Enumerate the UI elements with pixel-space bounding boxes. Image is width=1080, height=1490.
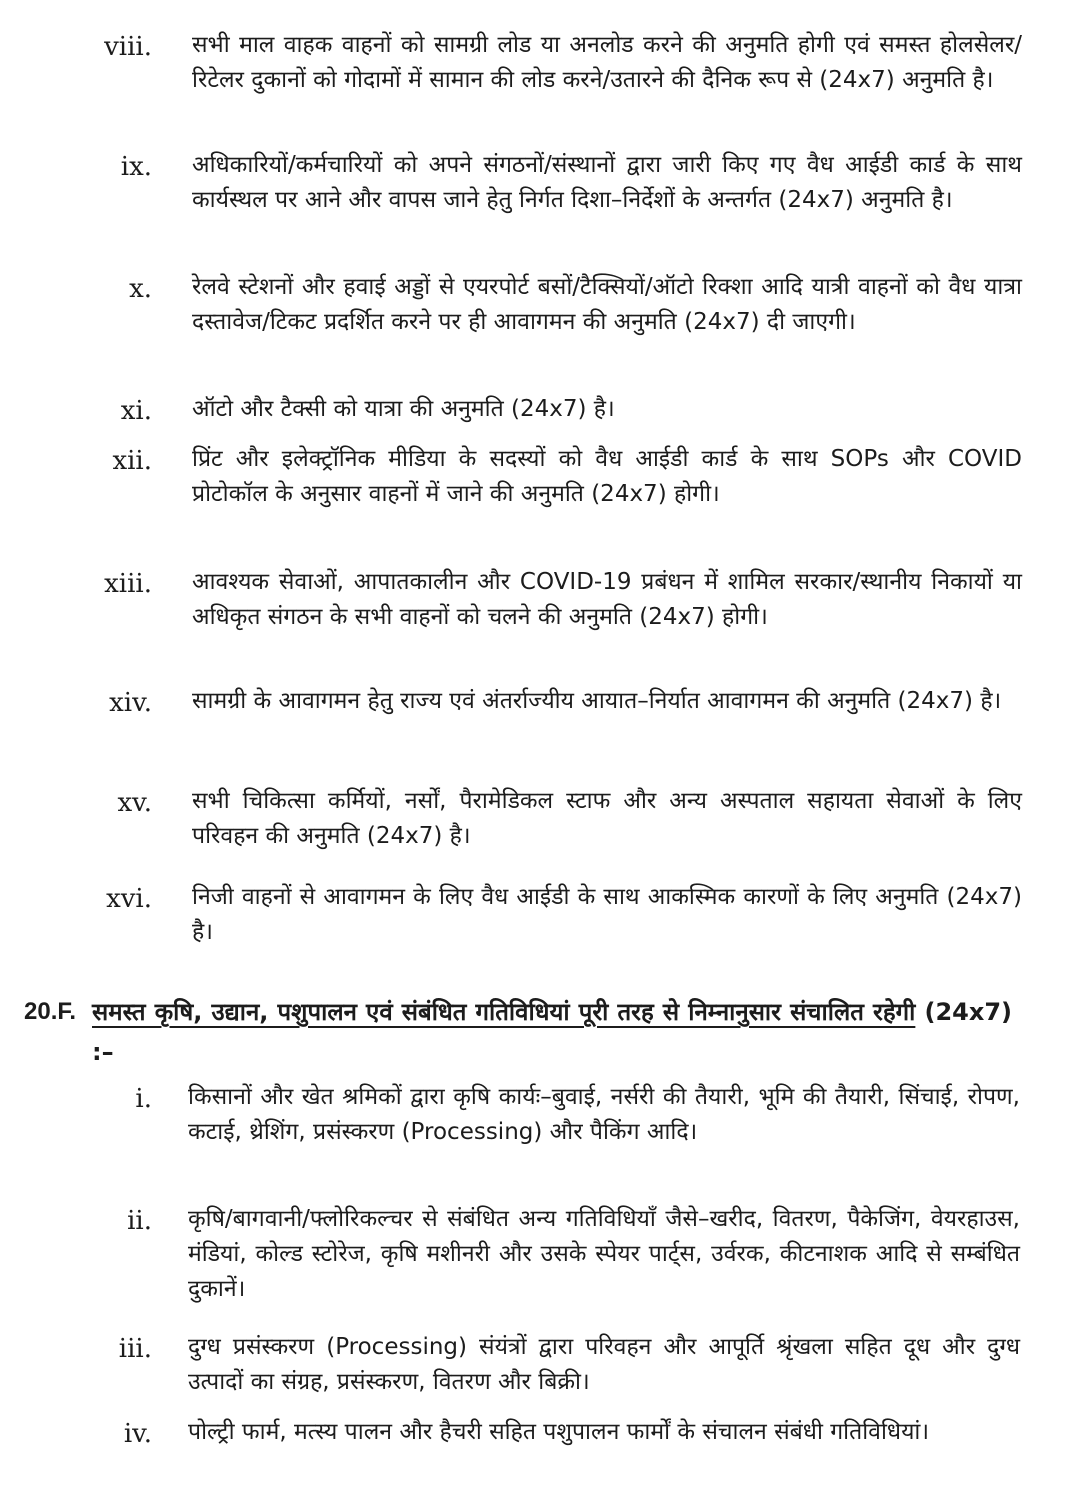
section-title-suffix: (24x7) :– <box>92 998 1013 1066</box>
item-number: xi. <box>120 396 152 426</box>
item-text: सामग्री के आवागमन हेतु राज्य एवं अंतर्राज्यीय आयात–निर्यात आवागमन की अनुमति (24x7) है। <box>192 688 1002 714</box>
item-number: viii. <box>104 32 152 62</box>
section-title-text: समस्त कृषि, उद्यान, पशुपालन एवं संबंधित गतिविधियां पूरी तरह से निम्नानुसार संचालित रहेगी <box>92 998 916 1026</box>
section-number: 20.F. <box>24 998 77 1025</box>
item-text: निजी वाहनों से आवागमन के लिए वैध आईडी के साथ आकस्मिक कारणों के लिए अनुमति (24x7) है। <box>192 884 1022 945</box>
item-number: ix. <box>120 152 152 182</box>
item-number: xiv. <box>109 688 152 718</box>
item-text: सभी माल वाहक वाहनों को सामग्री लोड या अनलोड करने की अनुमति होगी एवं समस्त होलसेलर/रिटेलर दुकानों को गोदामों में सामान की लोड करने/उतारने की दैनिक रूप से (24x7) अनुमति है। <box>192 32 1022 93</box>
item-text: रेलवे स्टेशनों और हवाई अड्डों से एयरपोर्ट बसों/टैक्सियों/ऑटो रिक्शा आदि यात्री वाहनों को वैध यात्रा दस्तावेज/टिकट प्रदर्शित करने पर ही आवागमन की अनुमति (24x7) दी जाएगी। <box>192 274 1022 335</box>
item-number: xii. <box>112 446 152 476</box>
item-text: किसानों और खेत श्रमिकों द्वारा कृषि कार्यः–बुवाई, नर्सरी की तैयारी, भूमि की तैयारी, सिंचाई, रोपण, कटाई, थ्रेशिंग, प्रसंस्करण (Processing) और पैकिंग आदि। <box>188 1084 1020 1145</box>
item-number: xv. <box>117 788 152 818</box>
item-number: xiii. <box>104 569 152 599</box>
item-text: अधिकारियों/कर्मचारियों को अपने संगठनों/संस्थानों द्वारा जारी किए गए वैध आईडी कार्ड के साथ कार्यस्थल पर आने और वापस जाने हेतु निर्गत दिशा–निर्देशों के अन्तर्गत (24x7) अनुमति है। <box>192 152 1022 213</box>
item-number: x. <box>129 274 152 304</box>
item-number: i. <box>135 1084 152 1114</box>
item-number: iii. <box>118 1334 152 1364</box>
item-text: कृषि/बागवानी/फ्लोरिकल्चर से संबंधित अन्य गतिविधियाँ जैसे–खरीद, वितरण, पैकेजिंग, वेयरहाउस, मंडियां, कोल्ड स्टोरेज, कृषि मशीनरी और उसके स्पेयर पार्ट्स, उर्वरक, कीटनाशक आदि से सम्बंधित दुकानें। <box>188 1206 1020 1302</box>
item-text: पोल्ट्री फार्म, मत्स्य पालन और हैचरी सहित पशुपालन फार्मों के संचालन संबंधी गतिविधियां। <box>188 1419 930 1445</box>
section-title <box>92 992 1012 1072</box>
item-number: xvi. <box>106 884 152 914</box>
item-text: आवश्यक सेवाओं, आपातकालीन और COVID-19 प्रबंधन में शामिल सरकार/स्थानीय निकायों या अधिकृत संगठन के सभी वाहनों को चलने की अनुमति (24x7) होगी। <box>192 569 1022 630</box>
item-number: ii. <box>127 1206 152 1236</box>
item-number: iv. <box>123 1419 152 1449</box>
item-text: दुग्ध प्रसंस्करण (Processing) संयंत्रों द्वारा परिवहन और आपूर्ति श्रृंखला सहित दूध और दुग्ध उत्पादों का संग्रह, प्रसंस्करण, वितरण और बिक्री। <box>188 1334 1020 1395</box>
item-text: प्रिंट और इलेक्ट्रॉनिक मीडिया के सदस्यों को वैध आईडी कार्ड के साथ SOPs और COVID प्रोटोकॉल के अनुसार वाहनों में जाने की अनुमति (24x7) होगी। <box>192 446 1022 507</box>
item-text: सभी चिकित्सा कर्मियों, नर्सों, पैरामेडिकल स्टाफ और अन्य अस्पताल सहायता सेवाओं के लिए परिवहन की अनुमति (24x7) है। <box>192 788 1022 849</box>
item-text: ऑटो और टैक्सी को यात्रा की अनुमति (24x7) है। <box>192 396 615 422</box>
